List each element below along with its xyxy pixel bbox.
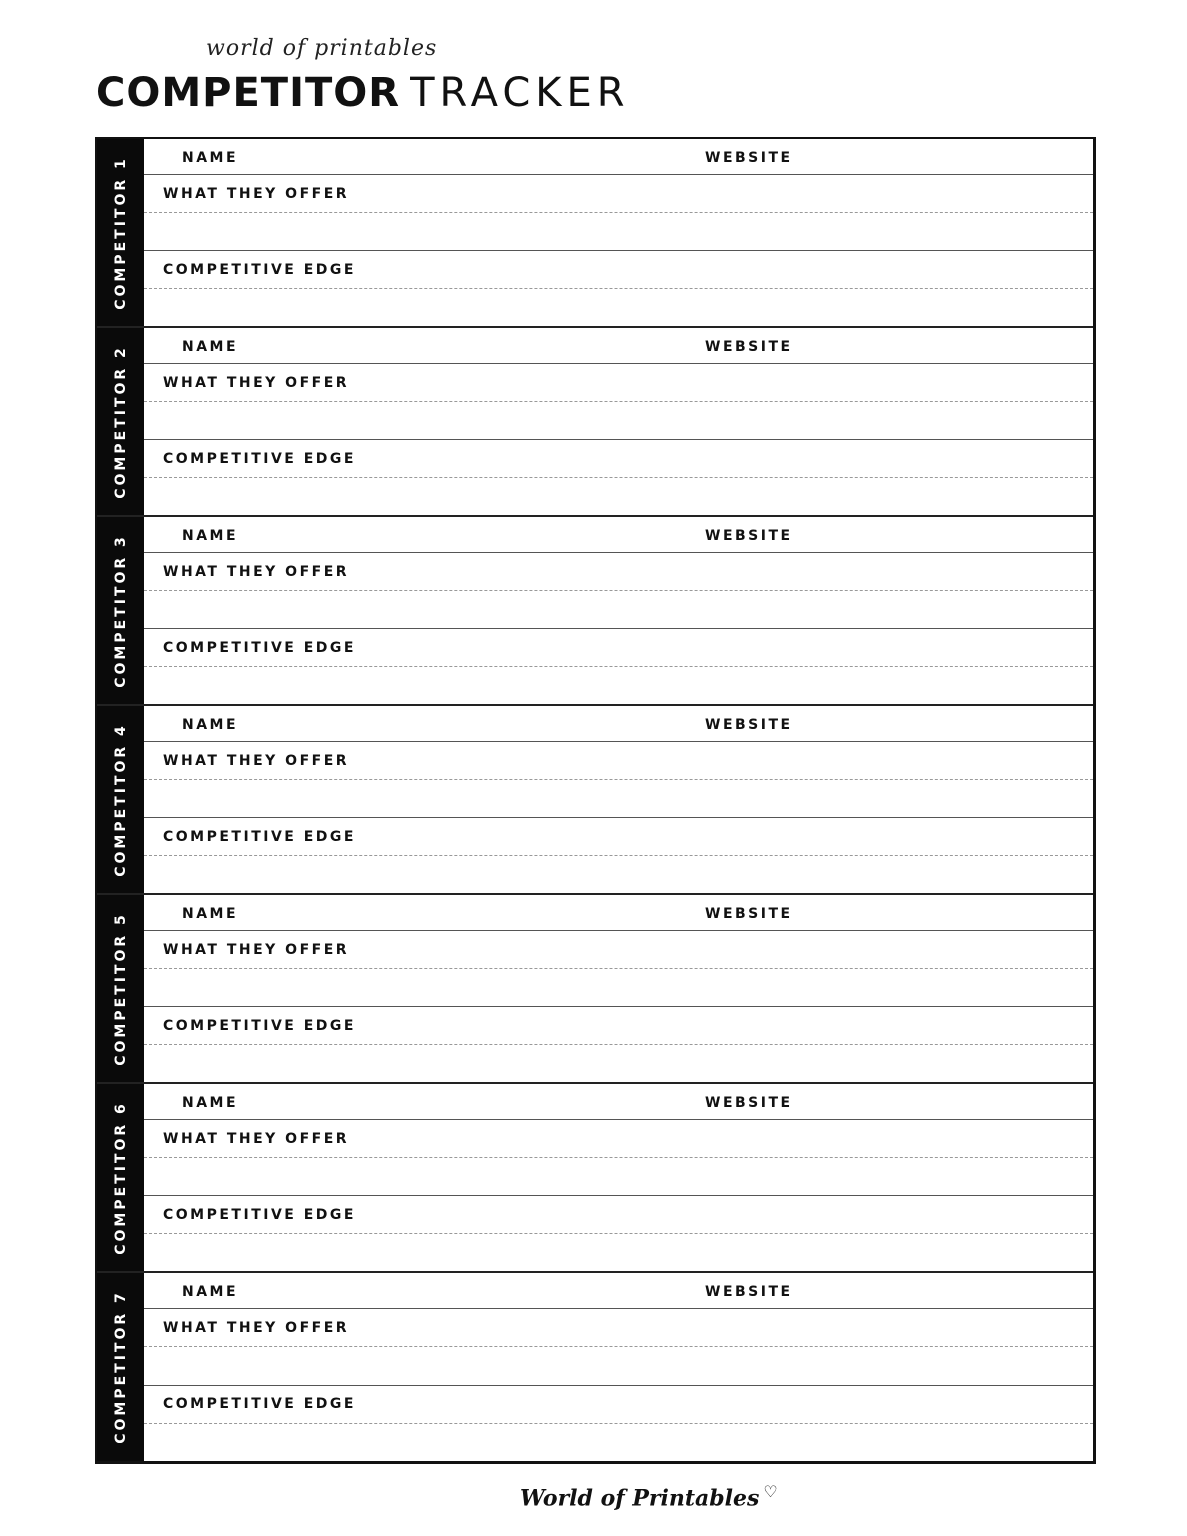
edge-writing-space[interactable] (144, 667, 1093, 704)
name-field[interactable] (144, 714, 686, 733)
name-website-row (144, 1273, 1093, 1309)
what-they-offer-field[interactable] (144, 175, 1093, 251)
competitive-edge-field[interactable] (144, 1386, 1093, 1462)
website-field[interactable] (686, 525, 1093, 544)
offer-label: WHAT THEY OFFER (163, 752, 350, 769)
competitor-fields (144, 706, 1093, 893)
competitor-tracker-table (95, 137, 1096, 1464)
offer-writing-space[interactable] (144, 213, 1093, 250)
competitor-fields (144, 1084, 1093, 1271)
name-label: NAME (182, 717, 239, 733)
footer-brand-text: World of Printables (520, 1485, 760, 1512)
competitor-side-label (97, 895, 144, 1082)
name-website-row (144, 895, 1093, 931)
competitor-fields (144, 1273, 1093, 1461)
website-label: WEBSITE (705, 528, 793, 544)
competitor-side-label (97, 139, 144, 326)
offer-writing-space[interactable] (144, 1347, 1093, 1385)
competitor-fields (144, 139, 1093, 326)
what-they-offer-field[interactable] (144, 742, 1093, 818)
name-field[interactable] (144, 1281, 686, 1300)
name-website-row (144, 706, 1093, 742)
what-they-offer-field[interactable] (144, 1120, 1093, 1196)
website-label: WEBSITE (705, 906, 793, 922)
offer-label: WHAT THEY OFFER (163, 185, 350, 202)
edge-label: COMPETITIVE EDGE (163, 639, 356, 656)
competitor-side-label (97, 517, 144, 704)
offer-label: WHAT THEY OFFER (163, 1319, 350, 1336)
website-label: WEBSITE (705, 1095, 793, 1111)
brand-script-header: world of printables (206, 36, 438, 61)
name-label: NAME (182, 1284, 239, 1300)
offer-writing-space[interactable] (144, 402, 1093, 439)
edge-label: COMPETITIVE EDGE (163, 1017, 356, 1034)
competitive-edge-field[interactable] (144, 1196, 1093, 1271)
title-light: TRACKER (410, 70, 630, 116)
competitor-fields (144, 517, 1093, 704)
offer-label-line (144, 553, 1093, 591)
website-label: WEBSITE (705, 150, 793, 166)
what-they-offer-field[interactable] (144, 364, 1093, 440)
name-label: NAME (182, 339, 239, 355)
offer-label-line (144, 175, 1093, 213)
offer-label: WHAT THEY OFFER (163, 563, 350, 580)
name-field[interactable] (144, 903, 686, 922)
competitor-block (97, 706, 1093, 895)
offer-writing-space[interactable] (144, 969, 1093, 1006)
competitor-block (97, 139, 1093, 328)
name-field[interactable] (144, 147, 686, 166)
name-website-row (144, 517, 1093, 553)
name-field[interactable] (144, 525, 686, 544)
competitive-edge-field[interactable] (144, 1007, 1093, 1082)
what-they-offer-field[interactable] (144, 1309, 1093, 1386)
offer-label-line (144, 742, 1093, 780)
website-label: WEBSITE (705, 717, 793, 733)
competitor-number-label: COMPETITOR 2 (112, 344, 129, 499)
edge-label-line (144, 1007, 1093, 1045)
offer-label-line (144, 1309, 1093, 1347)
name-website-row (144, 139, 1093, 175)
edge-label: COMPETITIVE EDGE (163, 261, 356, 278)
name-field[interactable] (144, 1092, 686, 1111)
edge-label-line (144, 440, 1093, 478)
competitor-number-label: COMPETITOR 1 (112, 155, 129, 310)
website-label: WEBSITE (705, 339, 793, 355)
competitor-block (97, 895, 1093, 1084)
competitive-edge-field[interactable] (144, 251, 1093, 326)
edge-writing-space[interactable] (144, 289, 1093, 326)
competitor-side-label (97, 706, 144, 893)
offer-label-line (144, 1120, 1093, 1158)
competitive-edge-field[interactable] (144, 629, 1093, 704)
edge-writing-space[interactable] (144, 1234, 1093, 1271)
edge-label: COMPETITIVE EDGE (163, 450, 356, 467)
offer-writing-space[interactable] (144, 591, 1093, 628)
offer-label: WHAT THEY OFFER (163, 1130, 350, 1147)
name-field[interactable] (144, 336, 686, 355)
offer-label: WHAT THEY OFFER (163, 374, 350, 391)
edge-writing-space[interactable] (144, 478, 1093, 515)
competitor-number-label: COMPETITOR 6 (112, 1100, 129, 1255)
competitor-block (97, 1084, 1093, 1273)
competitor-number-label: COMPETITOR 7 (112, 1290, 129, 1444)
website-field[interactable] (686, 903, 1093, 922)
competitor-number-label: COMPETITOR 4 (112, 722, 129, 877)
competitor-number-label: COMPETITOR 3 (112, 533, 129, 688)
competitive-edge-field[interactable] (144, 440, 1093, 515)
heart-icon: ♡ (763, 1482, 778, 1501)
competitor-block (97, 1273, 1093, 1461)
name-website-row (144, 328, 1093, 364)
edge-label-line (144, 251, 1093, 289)
name-label: NAME (182, 150, 239, 166)
name-label: NAME (182, 528, 239, 544)
edge-writing-space[interactable] (144, 856, 1093, 893)
website-field[interactable] (686, 1092, 1093, 1111)
name-label: NAME (182, 906, 239, 922)
footer-brand (520, 1482, 778, 1511)
website-field[interactable] (686, 1281, 1093, 1300)
edge-label: COMPETITIVE EDGE (163, 1396, 356, 1412)
website-field[interactable] (686, 147, 1093, 166)
edge-label: COMPETITIVE EDGE (163, 1206, 356, 1223)
edge-label-line (144, 1196, 1093, 1234)
offer-label: WHAT THEY OFFER (163, 941, 350, 958)
edge-label: COMPETITIVE EDGE (163, 828, 356, 845)
title-bold: COMPETITOR (96, 70, 401, 116)
competitor-fields (144, 895, 1093, 1082)
offer-writing-space[interactable] (144, 780, 1093, 817)
edge-label-line (144, 629, 1093, 667)
edge-label-line (144, 1386, 1093, 1424)
competitive-edge-field[interactable] (144, 818, 1093, 893)
offer-label-line (144, 931, 1093, 969)
competitor-side-label (97, 1273, 144, 1461)
edge-writing-space[interactable] (144, 1424, 1093, 1462)
competitor-number-label: COMPETITOR 5 (112, 911, 129, 1066)
what-they-offer-field[interactable] (144, 553, 1093, 629)
website-label: WEBSITE (705, 1284, 793, 1300)
edge-writing-space[interactable] (144, 1045, 1093, 1082)
edge-label-line (144, 818, 1093, 856)
offer-label-line (144, 364, 1093, 402)
what-they-offer-field[interactable] (144, 931, 1093, 1007)
website-field[interactable] (686, 714, 1093, 733)
competitor-block (97, 517, 1093, 706)
offer-writing-space[interactable] (144, 1158, 1093, 1195)
competitor-block (97, 328, 1093, 517)
page-title (96, 70, 630, 116)
name-label: NAME (182, 1095, 239, 1111)
website-field[interactable] (686, 336, 1093, 355)
competitor-side-label (97, 1084, 144, 1271)
competitor-side-label (97, 328, 144, 515)
name-website-row (144, 1084, 1093, 1120)
competitor-fields (144, 328, 1093, 515)
